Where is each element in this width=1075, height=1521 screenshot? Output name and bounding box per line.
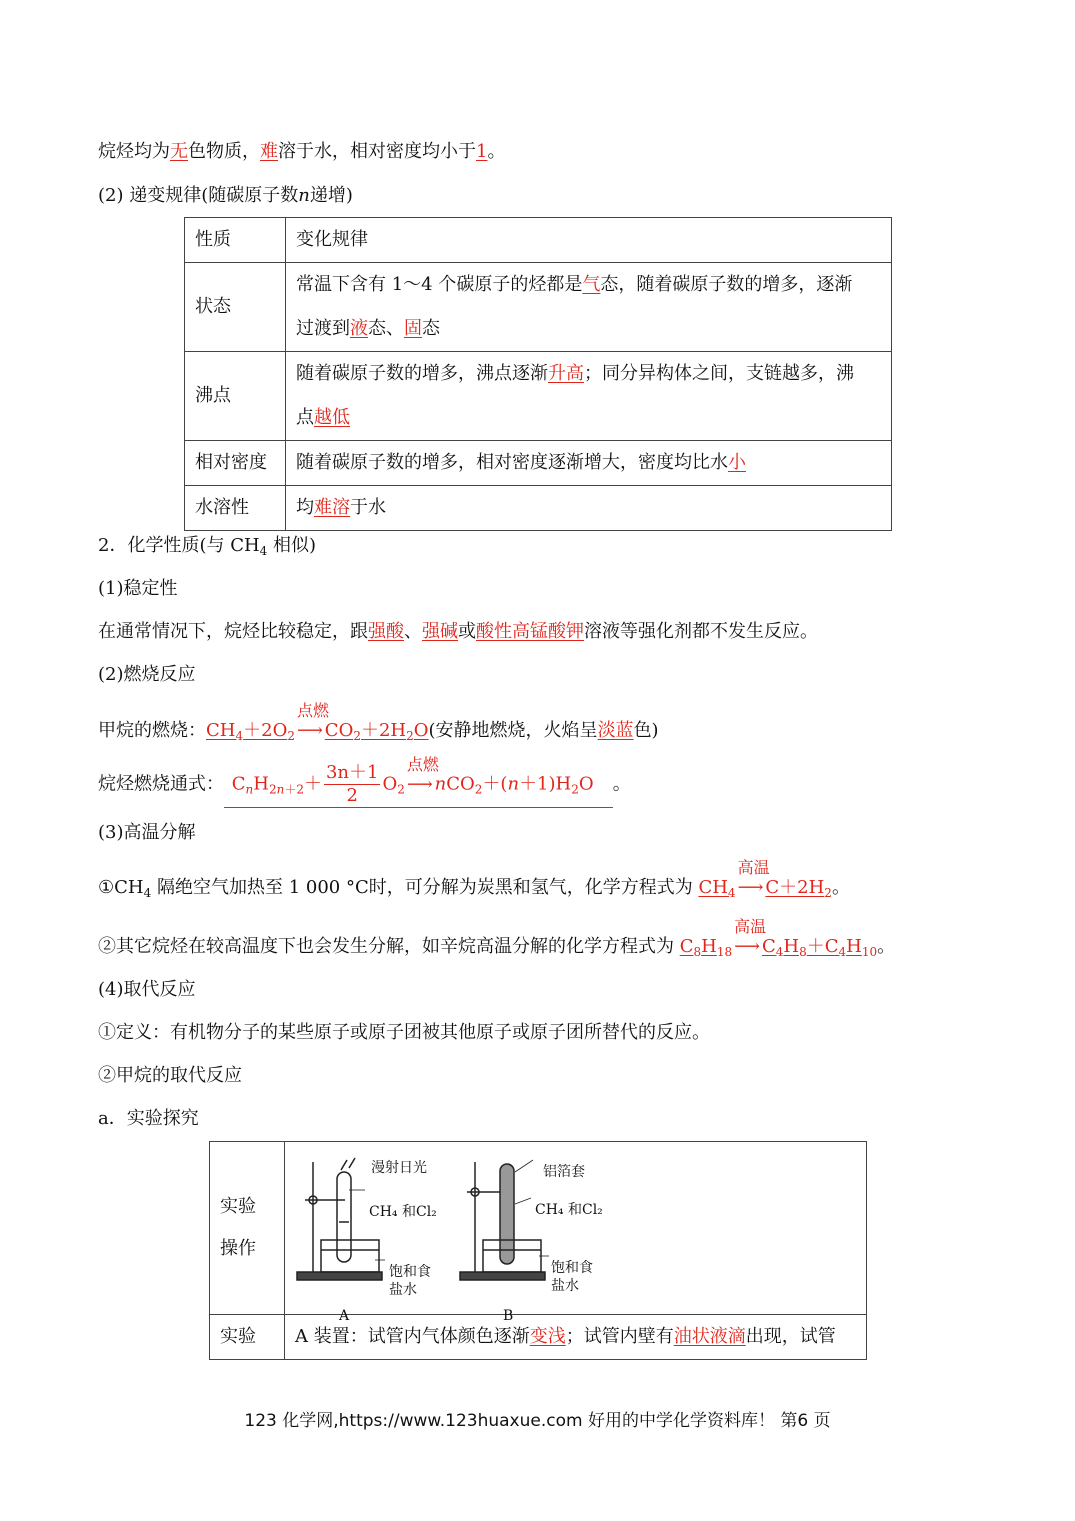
substitution-definition: ①定义：有机物分子的某些原子或原子团被其他原子或原子团所替代的反应。 xyxy=(98,1022,710,1043)
intro-text: 色物质， xyxy=(188,141,260,162)
foil-label: 铝箔套 xyxy=(543,1164,585,1180)
answer-blank: 液 xyxy=(350,318,368,339)
rule-cell: 随着碳原子数的增多，相对密度逐渐增大，密度均比水小 xyxy=(286,441,892,486)
intro-text: 溶于水，相对密度均小于 xyxy=(278,141,476,162)
apparatus-cell xyxy=(285,1142,867,1324)
condition-arrow: 点燃 ⟶ xyxy=(296,701,329,741)
answer-blank: 强酸 xyxy=(368,621,404,642)
pyrolysis-1: $①CH_4$ 隔绝空气加热至 1 000 °C时，可分解为炭黑和氢气，化学方程式为 $CH_4$ 高温 ⟶ $C+2H_2$。 xyxy=(98,858,850,900)
section-heading: (2) 递变规律(随碳原子数n递增) xyxy=(98,185,353,206)
table-row xyxy=(185,263,892,352)
intro-text: 烷烃均为 xyxy=(98,141,170,162)
gas-label: CH₄ 和Cl₂ xyxy=(535,1202,603,1218)
answer-blank: 变浅 xyxy=(529,1326,566,1347)
label-cell: 实验 xyxy=(210,1315,285,1360)
brine-label: 盐水 xyxy=(551,1278,579,1294)
equation: $CH_4$ 高温 ⟶ $C+2H_2$ xyxy=(698,858,832,900)
pyrolysis-heading: (3)高温分解 xyxy=(98,822,196,843)
equation: $C_8H_{18}$ 高温 ⟶ $C_4H_8+C_4H_{10}$ xyxy=(679,917,878,959)
table-header-cell: 变化规律 xyxy=(286,218,892,263)
prop-cell: 水溶性 xyxy=(185,486,286,531)
rule-cell: 随着碳原子数的增多，沸点逐渐升高；同分异构体之间，支链越多，沸 点越低 xyxy=(286,352,892,441)
methane-substitution: ②甲烷的取代反应 xyxy=(98,1065,242,1086)
stability-text: 在通常情况下，烷烃比较稳定，跟强酸、强碱或酸性高锰酸钾溶液等强化剂都不发生反应。 xyxy=(98,621,818,642)
experiment-table xyxy=(209,1141,867,1360)
answer-blank: 气 xyxy=(582,274,601,295)
apparatus-a-label: A xyxy=(339,1308,350,1324)
intro-text: 。 xyxy=(487,141,506,162)
general-combustion: 烷烃燃烧通式： $C_nH_{2n+2}+$ $\frac{3n+1}{2}$ $O_2$ 点燃 ⟶ $nCO_2+(n+1)H_2O$ 。 xyxy=(98,754,631,806)
answer-blank: 淡蓝 xyxy=(597,720,634,741)
answer-blank: 难 xyxy=(260,141,278,162)
answer-blank: 越低 xyxy=(314,407,350,428)
condition-arrow: 高温 ⟶ xyxy=(737,858,770,898)
answer-blank: 无 xyxy=(170,141,188,162)
answer-blank: 1 xyxy=(476,141,488,162)
answer-blank: 酸性高锰酸钾 xyxy=(476,621,584,642)
page-footer: 123 化学网,https://www.123huaxue.com 好用的中学化学资料库！ 第6 页 xyxy=(244,1411,831,1431)
combustion-heading: (2)燃烧反应 xyxy=(98,664,196,685)
diffuse-light-label: 漫射日光 xyxy=(371,1160,427,1176)
answer-blank: 油状液滴 xyxy=(673,1326,746,1347)
table-row xyxy=(185,486,892,531)
stability-heading: (1)稳定性 xyxy=(98,578,178,599)
prop-cell: 状态 xyxy=(185,263,286,352)
table-header-row xyxy=(185,218,892,263)
table-header-cell: 性质 xyxy=(185,218,286,263)
methane-combustion: 甲烷的燃烧：$CH_4+2O_2$ 点燃 ⟶ $CO_2+2H_2O$(安静地燃烧，火焰呈淡蓝色) xyxy=(98,701,659,743)
apparatus-b-label: B xyxy=(503,1308,514,1324)
substitution-heading: (4)取代反应 xyxy=(98,979,196,1000)
table-row xyxy=(210,1142,867,1315)
intro-line xyxy=(98,140,505,164)
brine-label: 盐水 xyxy=(389,1282,417,1298)
equation: $CH_4+2O_2$ 点燃 ⟶ $CO_2+2H_2O$ xyxy=(206,701,429,743)
answer-blank: 强碱 xyxy=(422,621,458,642)
brine-label: 饱和食 xyxy=(551,1260,593,1276)
rule-cell: 常温下含有 1～4 个碳原子的烃都是气态，随着碳原子数的增多，逐渐 过渡到液态、固态 xyxy=(286,263,892,352)
condition-arrow: 高温 ⟶ xyxy=(734,917,767,957)
table-row xyxy=(185,441,892,486)
answer-blank: 难溶 xyxy=(314,497,350,518)
answer-blank: 升高 xyxy=(548,363,584,384)
label-cell: 实验 操作 xyxy=(210,1142,285,1315)
gas-label: CH₄ 和Cl₂ xyxy=(369,1204,437,1220)
experiment-heading: a．实验探究 xyxy=(98,1108,199,1129)
answer-blank: 固 xyxy=(404,318,422,339)
brine-label: 饱和食 xyxy=(389,1264,431,1280)
rule-cell: 均难溶于水 xyxy=(286,486,892,531)
condition-arrow: 点燃 ⟶ xyxy=(406,754,439,795)
pyrolysis-2: ②其它烷烃在较高温度下也会发生分解，如辛烷高温分解的化学方程式为 $C_8H_{18}$ 高温 ⟶ $C_4H_8+C_4H_{10}$。 xyxy=(98,917,896,959)
prop-cell: 相对密度 xyxy=(185,441,286,486)
answer-blank: 小 xyxy=(728,452,746,473)
chem-heading: 2．化学性质(与 $CH_4$ 相似) xyxy=(98,535,317,558)
observation-cell: A 装置：试管内气体颜色逐渐变浅；试管内壁有油状液滴出现，试管 xyxy=(285,1315,867,1360)
fraction: $\frac{3n+1}{2}$ xyxy=(325,762,379,806)
prop-cell: 沸点 xyxy=(185,352,286,441)
table-row xyxy=(210,1315,867,1360)
properties-table xyxy=(184,217,892,531)
equation: $C_nH_{2n+2}+$ $\frac{3n+1}{2}$ $O_2$ 点燃 ⟶ $nCO_2+(n+1)H_2O$ xyxy=(226,754,611,806)
table-row xyxy=(185,352,892,441)
